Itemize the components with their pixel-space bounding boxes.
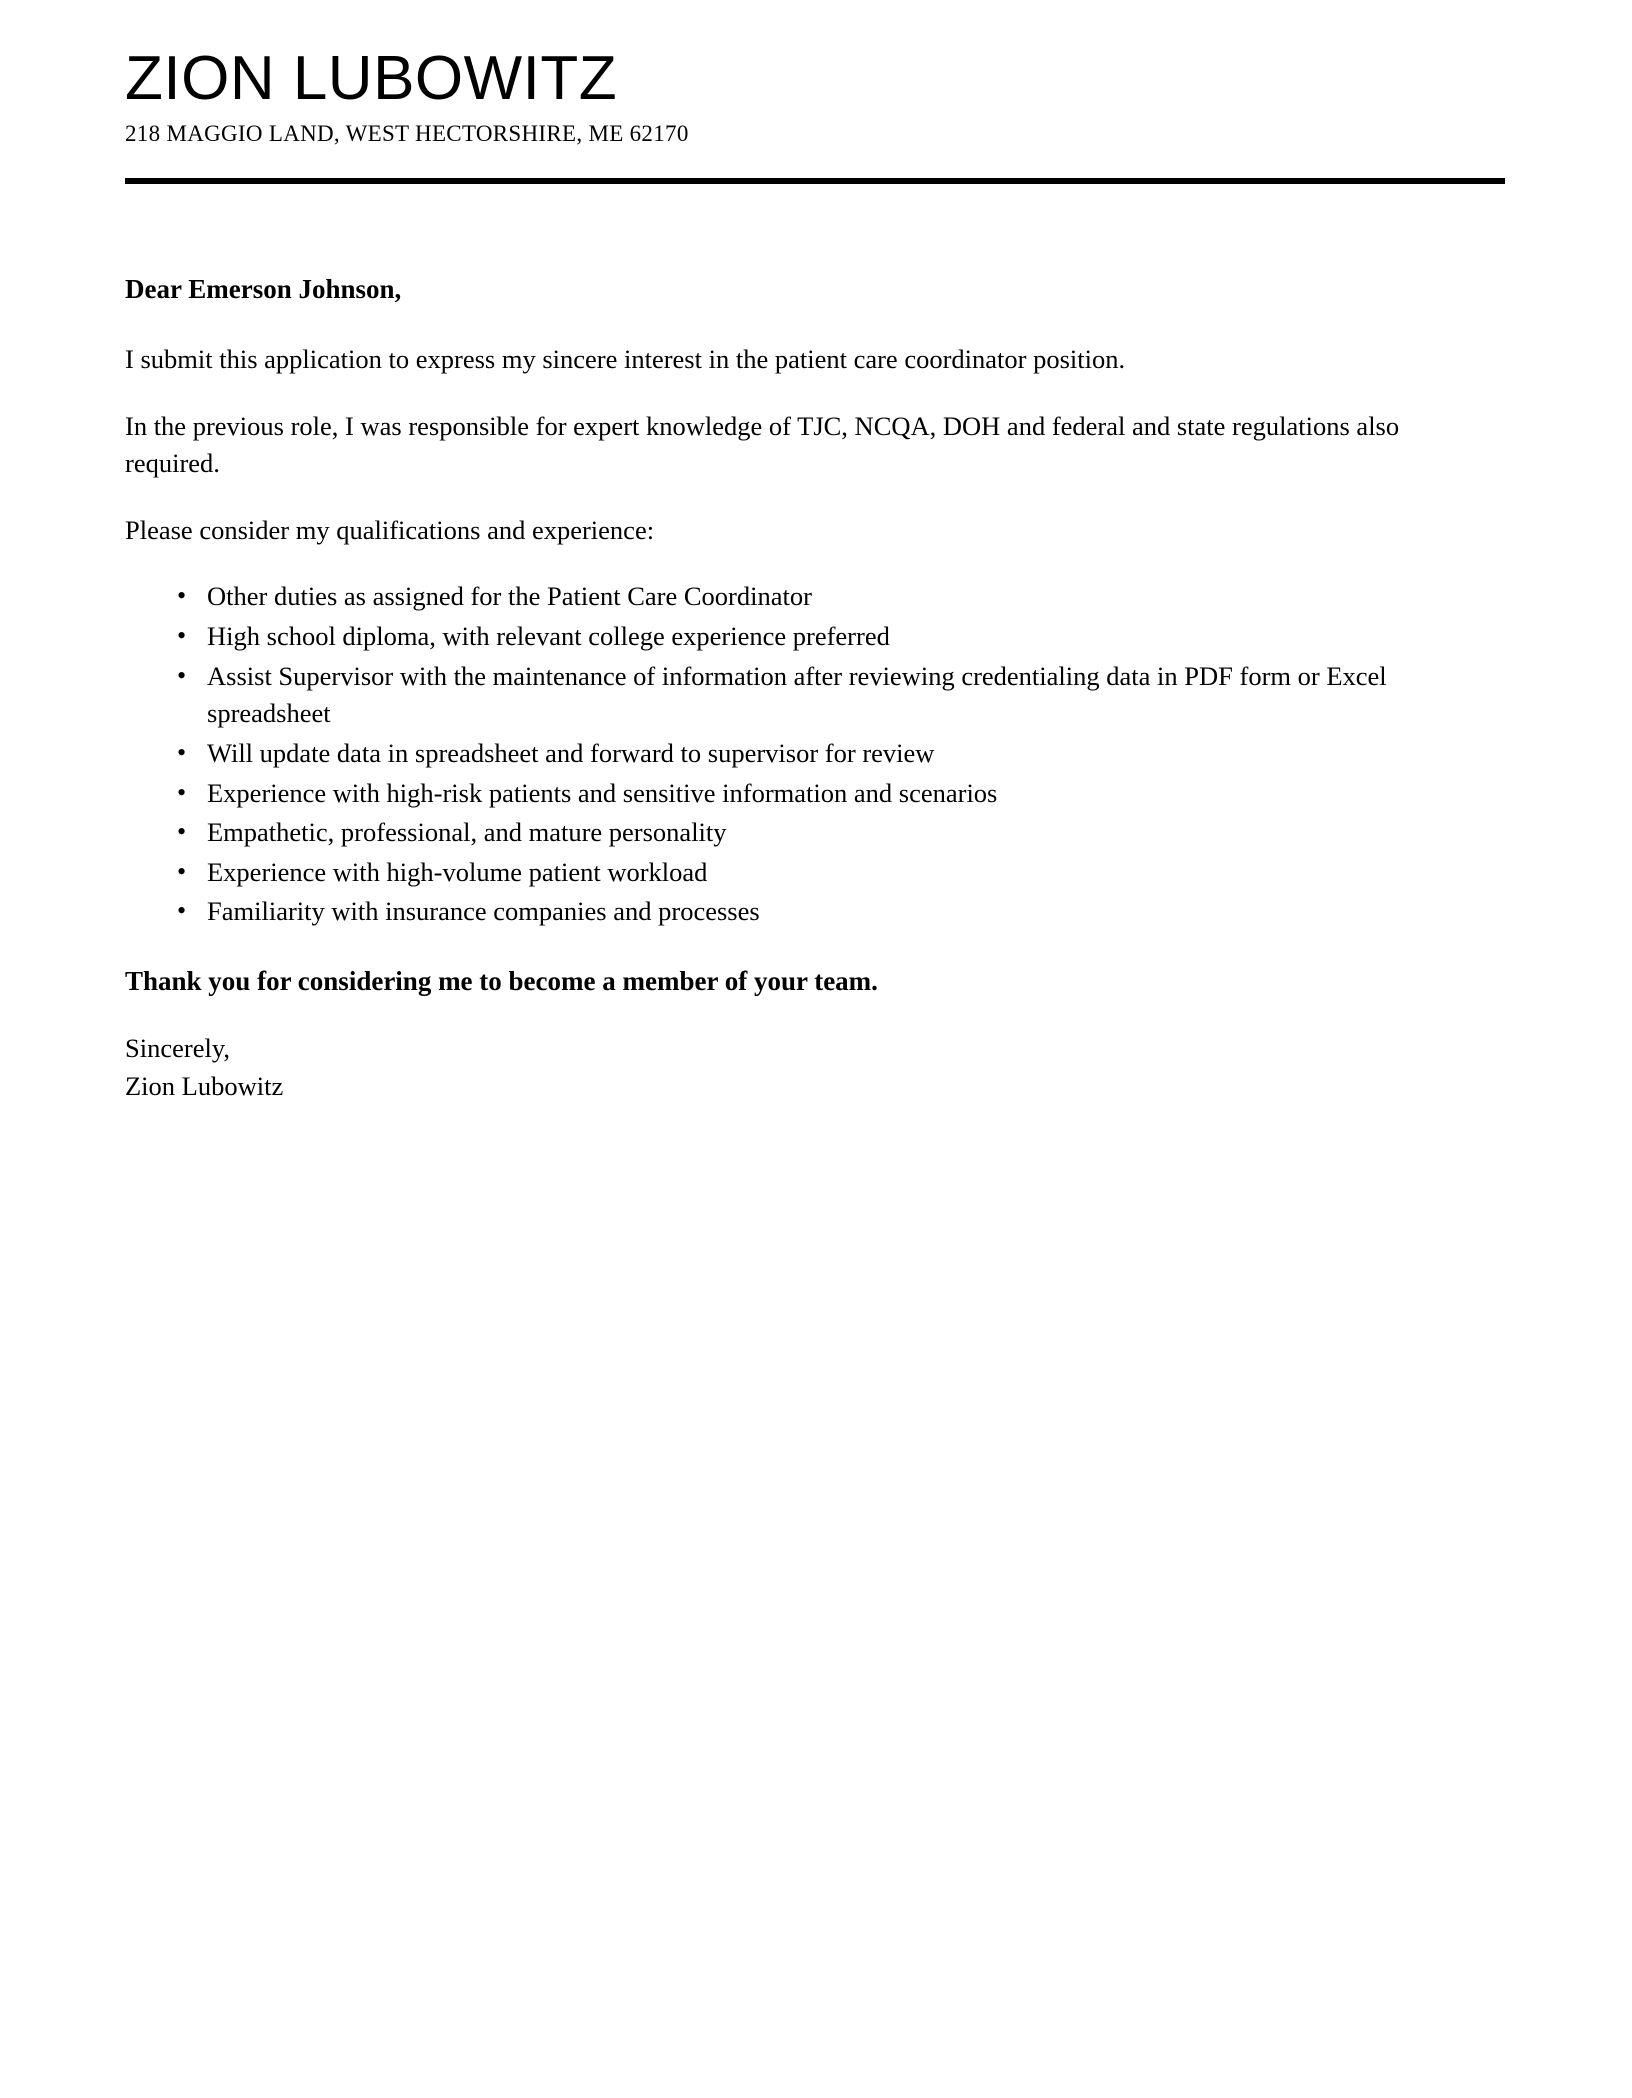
header-divider — [125, 178, 1505, 184]
list-item: • Empathetic, professional, and mature personality — [177, 814, 1505, 852]
salutation: Dear Emerson Johnson, — [125, 273, 402, 304]
body-paragraph-1: I submit this application to express my sincere interest in the patient care coordinator position. — [125, 343, 1126, 374]
letterhead — [125, 0, 1505, 148]
list-item: • Other duties as assigned for the Patient Care Coordinator — [177, 578, 1505, 616]
list-item: • Experience with high-risk patients and sensitive information and scenarios — [177, 775, 1505, 813]
letter-content — [125, 0, 1505, 1106]
list-item: • Experience with high-volume patient workload — [177, 854, 1505, 892]
list-item: • Assist Supervisor with the maintenance of information after reviewing credentialing data in PDF form or Excel spreadsheet — [177, 658, 1505, 733]
qualifications-list — [125, 578, 1505, 931]
body-paragraph-2: In the previous role, I was responsible for expert knowledge of TJC, NCQA, DOH and federal and state regulations also required. — [125, 410, 1400, 479]
list-item: • Familiarity with insurance companies and processes — [177, 893, 1505, 931]
signoff: Sincerely, — [125, 1033, 230, 1064]
closing-line: Thank you for considering me to become a member of your team. — [125, 966, 878, 997]
body-paragraph-3: Please consider my qualifications and experience: — [125, 514, 655, 545]
signoff-name: Zion Lubowitz — [125, 1071, 284, 1101]
candidate-address: 218 MAGGIO LAND, WEST HECTORSHIRE, ME 62170 — [125, 121, 689, 146]
letter-body — [125, 270, 1505, 1106]
page-title: ZION LUBOWITZ — [125, 44, 618, 113]
list-item: • Will update data in spreadsheet and forward to supervisor for review — [177, 735, 1505, 773]
list-item: • High school diploma, with relevant college experience preferred — [177, 618, 1505, 656]
